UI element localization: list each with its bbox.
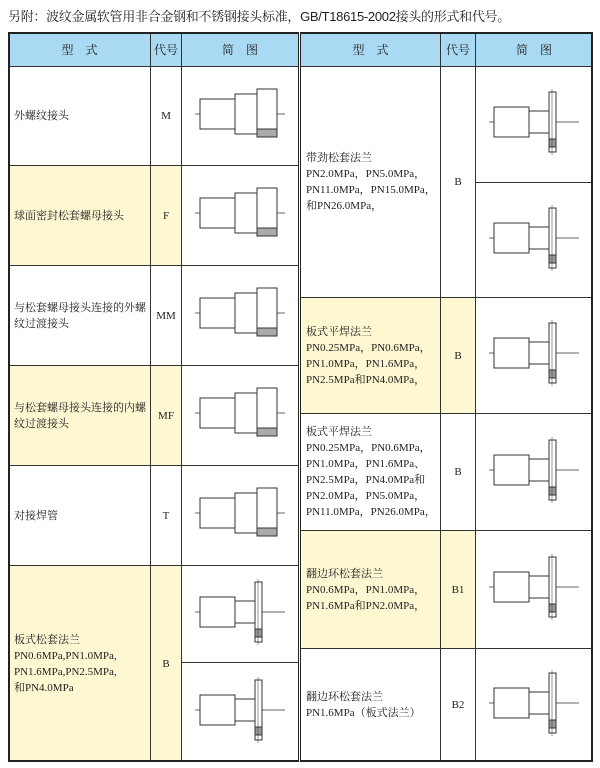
- left-row-type: [8, 165, 151, 266]
- right-row-type: [300, 530, 441, 649]
- loose-plate-flange-drawing-icon: [190, 675, 290, 750]
- left-row-type: [8, 465, 151, 566]
- left-row-type-text: 与松套螺母接头连接的外螺纹过渡接头: [14, 301, 146, 330]
- header-figure-text: 简 图: [221, 43, 258, 57]
- left-row-type: [8, 565, 151, 762]
- right-row-type-text: 翻边环松套法兰 PN1.6MPa（板式法兰）: [306, 691, 421, 719]
- right-row-type: [300, 297, 441, 414]
- header-code-right: [440, 33, 476, 67]
- page-title: 另附：波纹金属软管用非合金钢和不锈钢接头标准，GB/T18615-2002接头的形式和代号。: [8, 9, 510, 24]
- left-row-figure: [181, 265, 299, 366]
- left-row-code: [150, 565, 182, 762]
- right-row-figure: [475, 297, 593, 414]
- header-type-text: 型 式: [61, 43, 98, 57]
- right-row-code-text: B: [454, 349, 462, 362]
- right-row-type-text: 板式平焊法兰 PN0.25MPa，PN0.6MPa， PN1.0MPa，PN1.6MPa、 PN2.5MPa，PN4.0MPa和 PN2.0MPa，PN5.0MPa， PN11.0MPa，PN26.0MPa，: [306, 426, 436, 518]
- left-row-code: [150, 66, 182, 166]
- loose-plate-flange-drawing-icon: [190, 577, 290, 652]
- right-row-code-text: B1: [451, 583, 465, 596]
- left-row-code: [150, 165, 182, 266]
- male-adapter-drawing-icon: [190, 278, 290, 353]
- right-row-code: [440, 530, 476, 649]
- right-row-code-text: B: [454, 466, 462, 478]
- header-code: [150, 33, 182, 67]
- header-code-text: 代号: [153, 43, 178, 57]
- header-type-right: [300, 33, 441, 67]
- plate-slip-on-flange-drawing-icon: [484, 435, 584, 510]
- left-row-code-text: MF: [158, 409, 174, 422]
- swivel-nut-fitting-drawing-icon: [190, 178, 290, 253]
- female-adapter-drawing-icon: [190, 378, 290, 453]
- male-thread-fitting-drawing-icon: [190, 79, 290, 154]
- left-row-code-text: T: [162, 509, 170, 522]
- left-row-type-text: 对接焊管: [14, 509, 58, 522]
- right-row-figure: [475, 413, 593, 531]
- right-row-figure: [475, 66, 593, 183]
- right-row-type-text: 板式平焊法兰 PN0.25MPa，PN0.6MPa， PN1.0MPa，PN1.6MPa， PN2.5MPa和PN4.0MPa，: [306, 325, 431, 386]
- left-row-figure: [181, 365, 299, 466]
- left-row-figure: [181, 662, 299, 762]
- butt-weld-pipe-drawing-icon: [190, 478, 290, 553]
- left-row-type-text: 板式松套法兰 PN0.6MPa,PN1.0MPa, PN1.6MPa,PN2.5MPa, 和PN4.0MPa: [14, 633, 117, 694]
- left-row-type-text: 与松套螺母接头连接的内螺纹过渡接头: [14, 401, 146, 430]
- right-row-code: [440, 66, 476, 298]
- left-row-code-text: M: [161, 110, 171, 122]
- left-row-code: [150, 465, 182, 566]
- right-row-type: [300, 66, 441, 298]
- right-row-type-text: 翻边环松套法兰 PN0.6MPa，PN1.0MPa， PN1.6MPa和PN2.0MPa，: [306, 567, 426, 612]
- right-row-figure: [475, 182, 593, 298]
- right-row-figure: [475, 648, 593, 762]
- left-row-type-text: 球面密封松套螺母接头: [14, 209, 124, 222]
- left-row-figure: [181, 565, 299, 663]
- left-row-code-text: MM: [156, 309, 176, 322]
- right-row-type-text: 带劲松套法兰 PN2.0MPa，PN5.0MPa， PN11.0MPa，PN15.0MPa， 和PN26.0MPa，: [306, 152, 436, 212]
- lap-joint-plate-flange-drawing-icon: [484, 668, 584, 743]
- left-row-type: [8, 365, 151, 466]
- header-figure: [181, 33, 299, 67]
- header-figure-right-text: 简 图: [515, 43, 552, 57]
- left-row-type: [8, 66, 151, 166]
- right-row-type: [300, 648, 441, 762]
- lap-joint-flange-drawing-icon: [484, 552, 584, 627]
- table-divider: [298, 32, 301, 762]
- header-type-right-text: 型 式: [352, 43, 389, 57]
- right-row-code: [440, 413, 476, 531]
- header-code-right-text: 代号: [445, 43, 470, 57]
- left-row-figure: [181, 66, 299, 166]
- left-row-figure: [181, 465, 299, 566]
- left-row-figure: [181, 165, 299, 266]
- right-row-code: [440, 648, 476, 762]
- right-row-type: [300, 413, 441, 531]
- right-row-figure: [475, 530, 593, 649]
- plate-slip-on-flange-drawing-icon: [484, 318, 584, 393]
- hubbed-loose-flange-drawing-icon: [484, 87, 584, 162]
- hubbed-loose-flange-drawing-icon: [484, 203, 584, 278]
- left-row-type-text: 外螺纹接头: [14, 110, 69, 122]
- left-row-code: [150, 265, 182, 366]
- right-row-code: [440, 297, 476, 414]
- header-type: [8, 33, 151, 67]
- left-row-type: [8, 265, 151, 366]
- left-row-code-text: F: [162, 209, 170, 222]
- left-row-code-text: B: [162, 657, 170, 670]
- header-figure-right: [475, 33, 593, 67]
- right-row-code-text: B: [454, 176, 462, 188]
- left-row-code: [150, 365, 182, 466]
- right-row-code-text: B2: [451, 699, 465, 711]
